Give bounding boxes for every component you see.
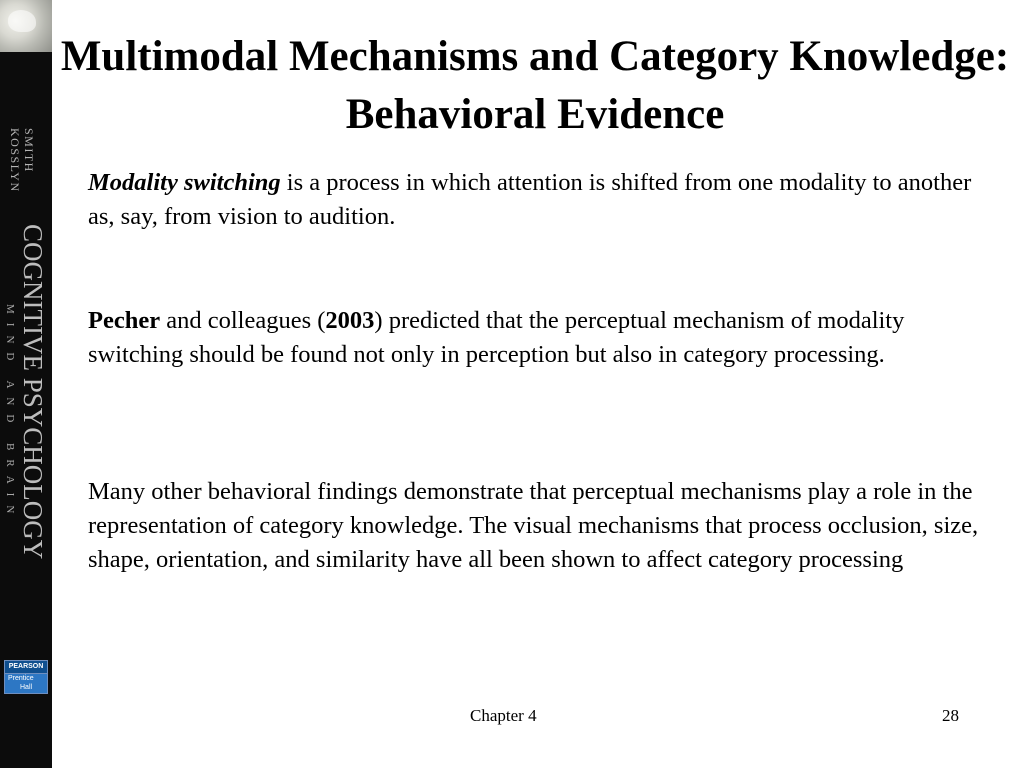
footer-chapter: Chapter 4 (470, 706, 537, 725)
spine-author-kosslyn: KOSSLYN (8, 128, 22, 193)
paragraph-1-text: is a process in which attention is shifted from one modality to another as, say, from vision to audition. (88, 169, 972, 230)
spine-title-text: COGNITIVE PSYCHOLOGY (18, 224, 48, 560)
paragraph-2-text: ) predicted that the perceptual mechanism of modality switching should be found not only in perception but also in category processing. (88, 307, 905, 368)
paragraph-behavioral-findings: Many other behavioral findings demonstrate that perceptual mechanisms play a role in the representation of category knowledge. The visual mechanisms that process occlusion, size, shape, orientation, and similarity have all been shown to affect category processing (88, 478, 979, 573)
publisher-imprint-line-2: Hall (20, 684, 33, 691)
paragraph-modality-switching (88, 166, 993, 234)
publisher-imprint-line-1: Prentice (8, 675, 34, 682)
name-pecher: Pecher (88, 307, 161, 334)
book-spine-sidebar (0, 0, 52, 768)
paragraph-2-mid: and colleagues ( (160, 307, 326, 334)
spine-subtitle-text: MIND AND BRAIN (4, 304, 16, 523)
term-modality-switching: Modality switching (88, 169, 281, 196)
publisher-imprint (4, 674, 48, 694)
publisher-logo (4, 660, 48, 693)
slide-title: Multimodal Mechanisms and Category Knowledge: Behavioral Evidence (60, 33, 1010, 138)
cover-art-image (0, 0, 52, 52)
slide-number: 28 (942, 706, 959, 725)
paragraph-pecher (88, 304, 993, 372)
spine-author-smith: SMITH (22, 128, 36, 173)
year-2003: 2003 (325, 307, 375, 334)
publisher-name: PEARSON (4, 660, 48, 674)
